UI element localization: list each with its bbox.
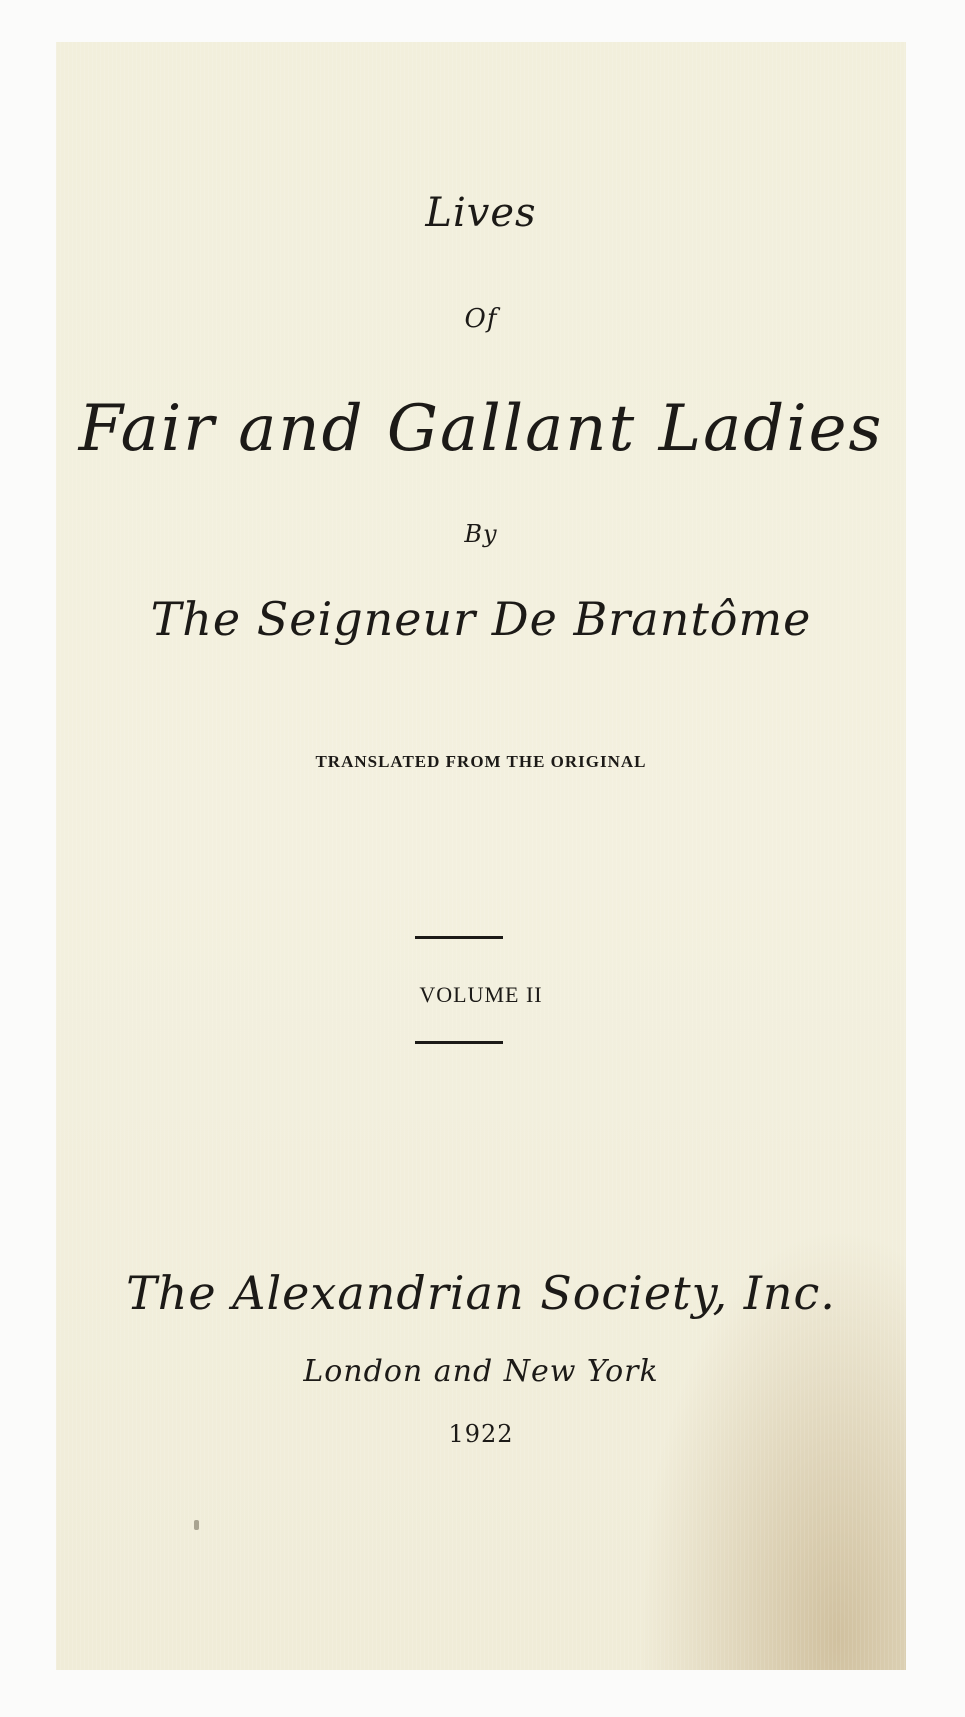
by-line: By [464, 520, 498, 548]
publication-year: 1922 [448, 1420, 514, 1448]
volume-label: VOLUME II [419, 982, 543, 1007]
divider-top [415, 936, 503, 939]
paper-speck [194, 1520, 199, 1530]
publication-place: London and New York [303, 1354, 659, 1389]
main-title: Fair and Gallant Ladies [78, 392, 884, 466]
translation-note: TRANSLATED FROM THE ORIGINAL [315, 752, 647, 771]
title-page [56, 42, 906, 1670]
publisher-name: The Alexandrian Society, Inc. [126, 1266, 836, 1320]
title-line-lives: Lives [425, 190, 537, 236]
divider-bottom [415, 1041, 503, 1044]
author-name: The Seigneur De Brantôme [150, 592, 812, 646]
title-line-of: Of [464, 304, 498, 334]
